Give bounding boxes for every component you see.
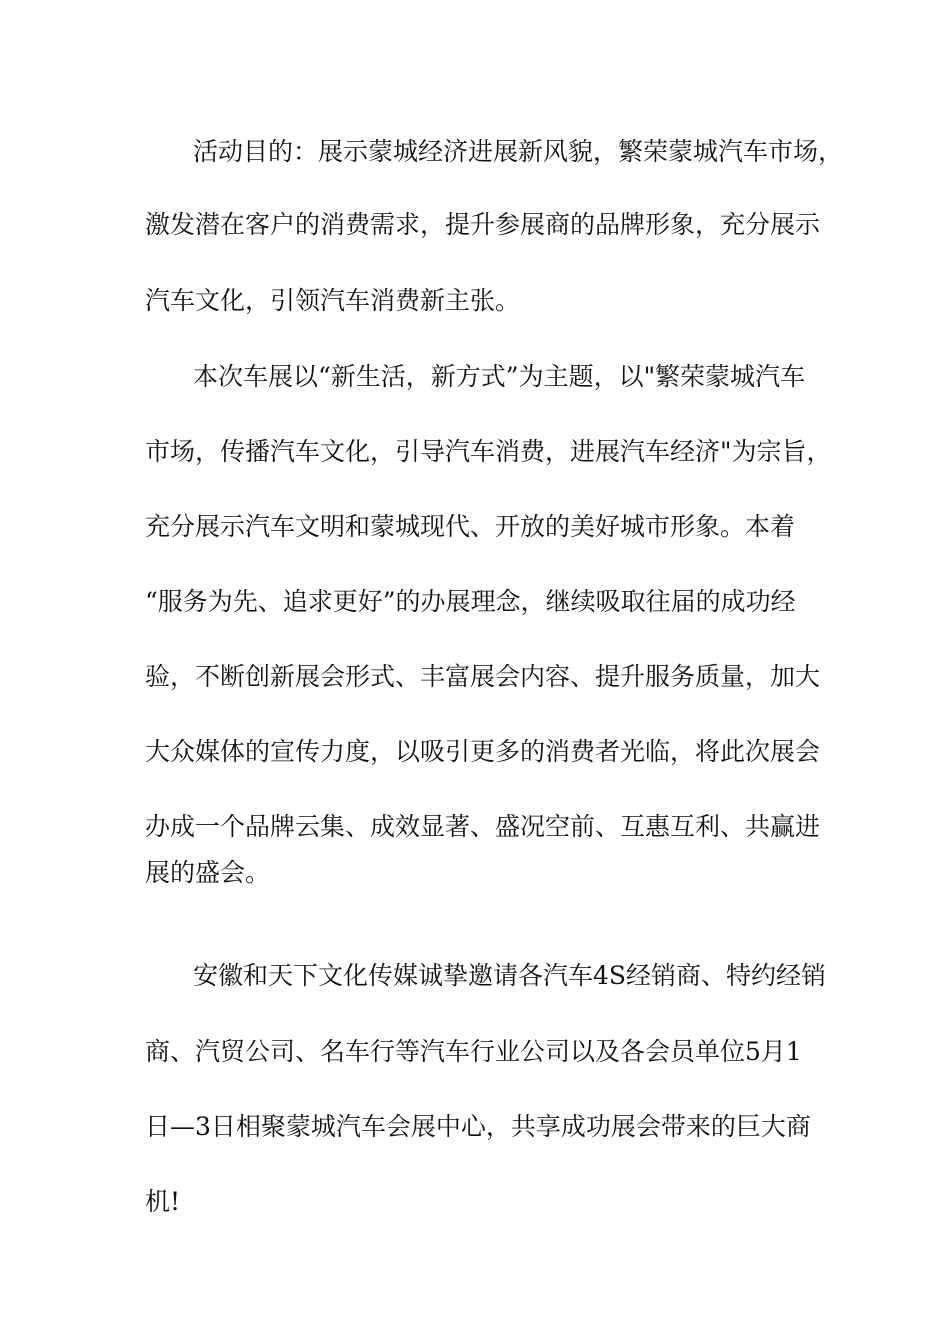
paragraph-1-line-3: 汽车文化，引领汽车消费新主张。 (145, 286, 521, 315)
paragraph-3-line-4: 机! (145, 1187, 181, 1216)
paragraph-2-line-7: 办成一个品牌云集、成效显著、盛况空前、互惠互利、共赢进 (145, 812, 821, 841)
paragraph-2-line-4: “服务为先、追求更好”的办展理念，继续吸取往届的成功经 (145, 587, 796, 616)
paragraph-2-line-1: 本次车展以“新生活，新方式”为主题，以"繁荣蒙城汽车 (193, 362, 806, 391)
paragraph-3-line-3: 日—3日相聚蒙城汽车会展中心，共享成功展会带来的巨大商 (145, 1112, 811, 1141)
paragraph-2-line-3: 充分展示汽车文明和蒙城现代、开放的美好城市形象。本着 (145, 512, 796, 541)
paragraph-1-line-2: 激发潜在客户的消费需求，提升参展商的品牌形象，充分展示 (145, 210, 821, 239)
paragraph-3-line-1: 安徽和天下文化传媒诚挚邀请各汽车4S经销商、特约经销 (193, 961, 827, 990)
paragraph-2-line-6: 大众媒体的宣传力度，以吸引更多的消费者光临，将此次展会 (145, 737, 821, 766)
paragraph-3-line-2: 商、汽贸公司、名车行等汽车行业公司以及各会员单位5月1 (145, 1037, 802, 1066)
paragraph-2-line-5: 验，不断创新展会形式、丰富展会内容、提升服务质量，加大 (145, 662, 821, 691)
paragraph-2-line-8: 展的盛会。 (145, 858, 271, 887)
paragraph-1-line-1: 活动目的：展示蒙城经济进展新风貌，繁荣蒙城汽车市场， (193, 137, 844, 166)
paragraph-2-line-2: 市场，传播汽车文化，引导汽车消费，进展汽车经济"为宗旨， (145, 437, 832, 466)
